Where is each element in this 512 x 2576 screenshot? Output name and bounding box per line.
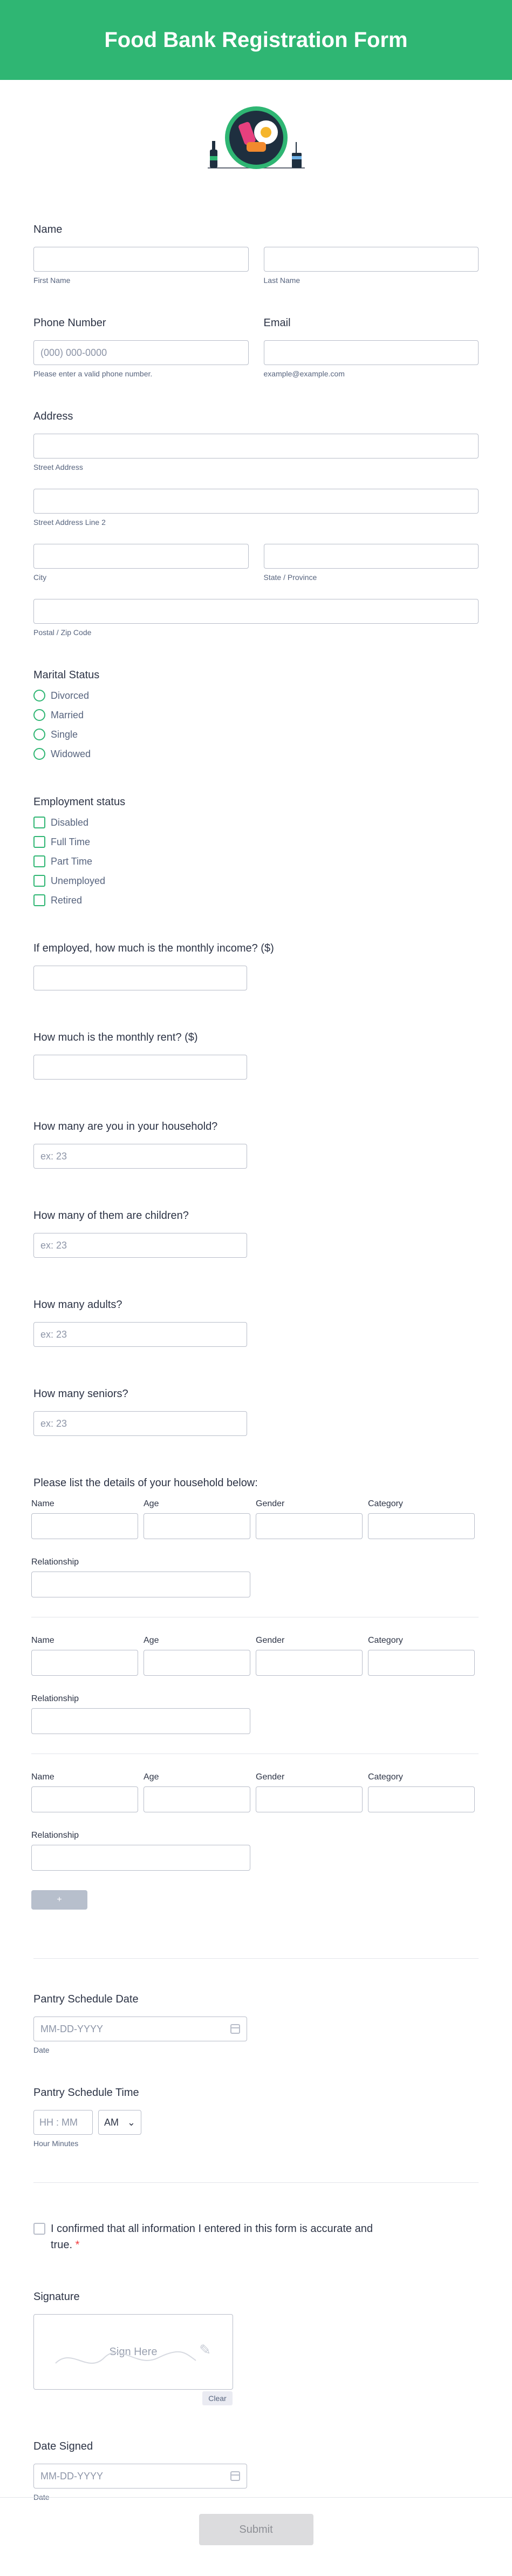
signature-label: Signature — [33, 2291, 80, 2303]
date-signed-label: Date Signed — [33, 2440, 93, 2452]
income-section — [33, 942, 479, 990]
member-category-input[interactable] — [368, 1650, 475, 1676]
form-footer — [0, 2497, 512, 2576]
confirm-text — [51, 2221, 390, 2253]
option-label: Divorced — [51, 690, 90, 701]
street-address-2-sublabel: Street Address Line 2 — [33, 518, 106, 527]
pantry-date-section — [33, 1993, 479, 2054]
member-age-input[interactable] — [144, 1650, 250, 1676]
employment-label: Employment status — [33, 796, 126, 808]
option-label: Part Time — [51, 855, 93, 867]
confirm-checkbox-row[interactable] — [33, 2221, 390, 2253]
member-category-label: Category — [368, 1499, 403, 1508]
member-name-input[interactable] — [31, 1650, 138, 1676]
signature-pad[interactable] — [33, 2314, 233, 2403]
form-header — [0, 0, 512, 80]
checkbox-icon — [33, 817, 45, 828]
date-signed-section — [33, 2440, 479, 2501]
adults-label: How many adults? — [33, 1299, 122, 1311]
confirm-checkbox[interactable] — [33, 2223, 45, 2235]
submit-button[interactable]: Submit — [199, 2514, 313, 2545]
street-address-input[interactable] — [33, 434, 479, 458]
member-relationship-input[interactable] — [31, 1845, 250, 1871]
contact-section — [33, 317, 479, 378]
state-input[interactable] — [264, 544, 479, 569]
calendar-icon[interactable] — [230, 2471, 240, 2481]
checkbox-icon — [33, 836, 45, 848]
member-age-label: Age — [144, 1772, 159, 1782]
option-label: Married — [51, 709, 84, 720]
pantry-time-placeholder: HH : MM — [39, 2116, 78, 2128]
form-logo — [0, 80, 512, 199]
option-label: Disabled — [51, 817, 89, 828]
address-section — [33, 410, 479, 637]
email-label: Email — [263, 317, 291, 329]
first-name-input[interactable] — [33, 247, 249, 272]
checkbox-icon — [33, 875, 45, 887]
member-category-input[interactable] — [368, 1786, 475, 1812]
food-bank-logo-icon — [202, 104, 310, 174]
member-age-input[interactable] — [144, 1786, 250, 1812]
confirm-section — [33, 2221, 479, 2253]
member-relationship-label: Relationship — [31, 1831, 79, 1840]
pantry-date-label: Pantry Schedule Date — [33, 1993, 139, 2005]
pantry-date-input[interactable] — [33, 2017, 247, 2041]
children-input[interactable] — [33, 1233, 247, 1258]
member-gender-label: Gender — [256, 1772, 285, 1782]
rent-label: How much is the monthly rent? ($) — [33, 1031, 198, 1043]
marital-section — [33, 669, 479, 764]
radio-icon — [33, 709, 45, 721]
member-category-label: Category — [368, 1636, 403, 1645]
signature-section — [33, 2291, 479, 2403]
member-gender-input[interactable] — [256, 1786, 363, 1812]
household-section — [33, 1121, 479, 1169]
last-name-sublabel: Last Name — [263, 276, 301, 285]
household-input[interactable] — [33, 1144, 247, 1169]
phone-sublabel: Please enter a valid phone number. — [33, 369, 153, 378]
pantry-date-sublabel: Date — [33, 2046, 50, 2054]
household-member-2 — [31, 1636, 479, 1734]
children-placeholder: ex: 23 — [40, 1239, 67, 1251]
option-label: Widowed — [51, 748, 91, 759]
member-relationship-label: Relationship — [31, 1694, 79, 1703]
employment-option-retired[interactable] — [33, 891, 479, 910]
option-label: Full Time — [51, 836, 91, 847]
city-input[interactable] — [33, 544, 249, 569]
name-label: Name — [33, 224, 63, 235]
member-category-label: Category — [368, 1772, 403, 1782]
radio-icon — [33, 690, 45, 702]
marital-option-single[interactable] — [33, 725, 479, 744]
add-member-button[interactable]: + — [31, 1890, 87, 1910]
state-sublabel: State / Province — [263, 573, 317, 582]
employment-option-full-time[interactable] — [33, 832, 479, 852]
member-name-label: Name — [31, 1636, 54, 1645]
seniors-section — [33, 1388, 479, 1436]
ampm-value: AM — [104, 2116, 119, 2128]
pantry-time-label: Pantry Schedule Time — [33, 2087, 139, 2099]
pantry-time-input[interactable] — [33, 2110, 93, 2135]
pantry-time-sublabel: Hour Minutes — [33, 2139, 79, 2148]
option-label: Retired — [51, 894, 83, 906]
rent-section — [33, 1031, 479, 1080]
first-name-sublabel: First Name — [33, 276, 71, 285]
option-label: Unemployed — [51, 875, 106, 886]
household-placeholder: ex: 23 — [40, 1150, 67, 1162]
member-age-label: Age — [144, 1499, 159, 1508]
phone-input[interactable] — [33, 340, 249, 365]
member-name-input[interactable] — [31, 1786, 138, 1812]
children-section — [33, 1210, 479, 1258]
radio-icon — [33, 729, 45, 740]
household-member-1 — [31, 1499, 479, 1597]
phone-label: Phone Number — [33, 317, 106, 329]
checkbox-icon — [33, 894, 45, 906]
adults-section — [33, 1299, 479, 1347]
member-category-input[interactable] — [368, 1513, 475, 1539]
phone-placeholder: (000) 000-0000 — [40, 347, 107, 358]
member-relationship-label: Relationship — [31, 1557, 79, 1567]
employment-option-disabled[interactable] — [33, 813, 479, 832]
date-signed-sublabel: Date — [33, 2493, 50, 2501]
option-label: Single — [51, 729, 78, 740]
member-gender-input[interactable] — [256, 1513, 363, 1539]
marital-option-divorced[interactable] — [33, 686, 479, 705]
adults-input[interactable] — [33, 1322, 247, 1347]
radio-icon — [33, 748, 45, 760]
member-name-label: Name — [31, 1499, 54, 1508]
marital-option-widowed[interactable] — [33, 744, 479, 764]
street-address-sublabel: Street Address — [33, 463, 83, 471]
member-relationship-input[interactable] — [31, 1572, 250, 1597]
chevron-down-icon: ⌄ — [127, 2116, 135, 2128]
marital-label: Marital Status — [33, 669, 100, 681]
income-label: If employed, how much is the monthly income? ($) — [33, 942, 274, 954]
seniors-placeholder: ex: 23 — [40, 1418, 67, 1429]
section-divider — [33, 2182, 479, 2183]
household-label: How many are you in your household? — [33, 1121, 218, 1132]
last-name-input[interactable] — [264, 247, 479, 272]
member-age-input[interactable] — [144, 1513, 250, 1539]
rent-input[interactable] — [33, 1055, 247, 1080]
member-gender-label: Gender — [256, 1636, 285, 1645]
postal-input[interactable] — [33, 599, 479, 624]
calendar-icon[interactable] — [230, 2024, 240, 2034]
pantry-time-section — [33, 2087, 479, 2148]
postal-sublabel: Postal / Zip Code — [33, 628, 92, 637]
clear-signature-button[interactable]: Clear — [202, 2391, 233, 2405]
name-section — [33, 224, 479, 285]
city-sublabel: City — [33, 573, 47, 582]
date-signed-placeholder: MM-DD-YYYY — [40, 2470, 103, 2481]
required-mark: * — [75, 2239, 80, 2251]
street-address-2-input[interactable] — [33, 489, 479, 514]
employment-section — [33, 796, 479, 910]
section-divider — [33, 1958, 479, 1959]
seniors-input[interactable] — [33, 1411, 247, 1436]
confirm-text-label: I confirmed that all information I entered in this form is accurate and true. — [51, 2223, 373, 2251]
sign-here-hint: Sign Here — [109, 2345, 158, 2358]
email-input[interactable] — [264, 340, 479, 365]
pantry-date-placeholder: MM-DD-YYYY — [40, 2023, 103, 2034]
member-age-label: Age — [144, 1636, 159, 1645]
marital-option-married[interactable] — [33, 705, 479, 725]
income-input[interactable] — [33, 966, 247, 990]
household-details-section — [31, 1477, 479, 1910]
checkbox-icon — [33, 855, 45, 867]
adults-placeholder: ex: 23 — [40, 1329, 67, 1340]
employment-option-part-time[interactable] — [33, 852, 479, 871]
member-gender-label: Gender — [256, 1499, 285, 1508]
household-member-3 — [31, 1772, 479, 1871]
children-label: How many of them are children? — [33, 1210, 189, 1222]
signature-scribble-icon — [50, 2342, 212, 2374]
ampm-select[interactable] — [98, 2110, 141, 2135]
member-relationship-input[interactable] — [31, 1708, 250, 1734]
household-details-label: Please list the details of your household below: — [33, 1477, 258, 1489]
address-label: Address — [33, 410, 73, 422]
member-name-label: Name — [31, 1772, 54, 1782]
email-sublabel: example@example.com — [263, 369, 345, 378]
form-title: Food Bank Registration Form — [104, 28, 408, 52]
pen-icon: ✎ — [199, 2342, 211, 2358]
member-name-input[interactable] — [31, 1513, 138, 1539]
seniors-label: How many seniors? — [33, 1388, 128, 1400]
employment-option-unemployed[interactable] — [33, 871, 479, 891]
date-signed-input[interactable] — [33, 2464, 247, 2489]
member-gender-input[interactable] — [256, 1650, 363, 1676]
